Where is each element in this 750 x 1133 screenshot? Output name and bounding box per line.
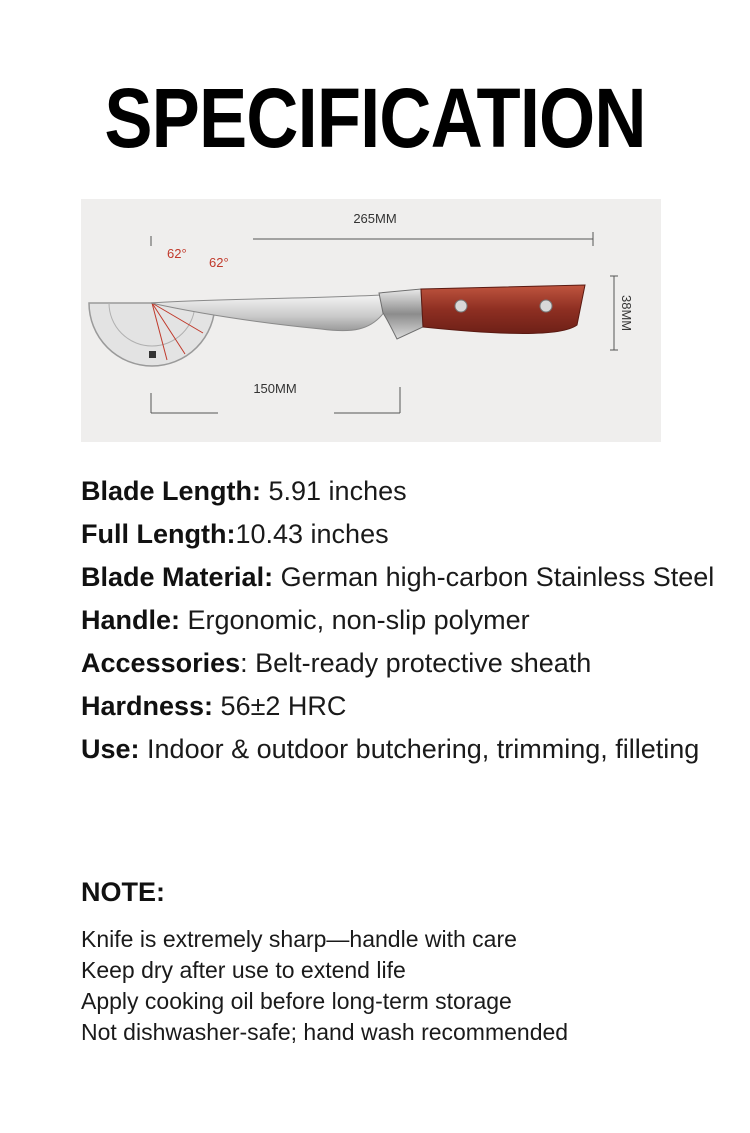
note-item: Not dishwasher-safe; hand wash recommended [81,1019,569,1045]
spec-handle: Handle: Ergonomic, non-slip polymer [81,605,530,635]
rivet-1 [455,300,467,312]
spec-full-length: Full Length:10.43 inches [81,519,389,549]
note-item: Knife is extremely sharp—handle with care [81,926,517,952]
height-dimension [610,276,634,350]
height-label: 38MM [619,295,634,332]
spec-blade-material: Blade Material: German high-carbon Stainless Steel [81,562,715,592]
blade-length-dimension [151,381,400,413]
full-length-label: 265MM [353,211,397,226]
spec-use: Use: Indoor & outdoor butchering, trimming, filleting [81,734,700,764]
bolster [379,289,423,339]
handle [421,285,585,334]
note-item: Keep dry after use to extend life [81,957,406,983]
knife-diagram [81,199,661,442]
page-title: SPECIFICATION [104,71,646,165]
spec-hardness: Hardness: 56±2 HRC [81,691,347,721]
rivet-2 [540,300,552,312]
full-length-dimension [151,211,593,246]
blade-length-label: 150MM [253,381,297,396]
note-item: Apply cooking oil before long-term storage [81,988,512,1014]
note-list [81,924,568,1048]
knife-dimension-figure [81,199,661,442]
note-heading: NOTE: [81,877,165,907]
spec-accessories: Accessories: Belt-ready protective sheath [81,648,592,678]
spec-list [81,470,721,771]
spec-blade-length: Blade Length: 5.91 inches [81,476,407,506]
angle-label-1: 62° [167,246,187,261]
angle-label-2: 62° [209,255,229,270]
